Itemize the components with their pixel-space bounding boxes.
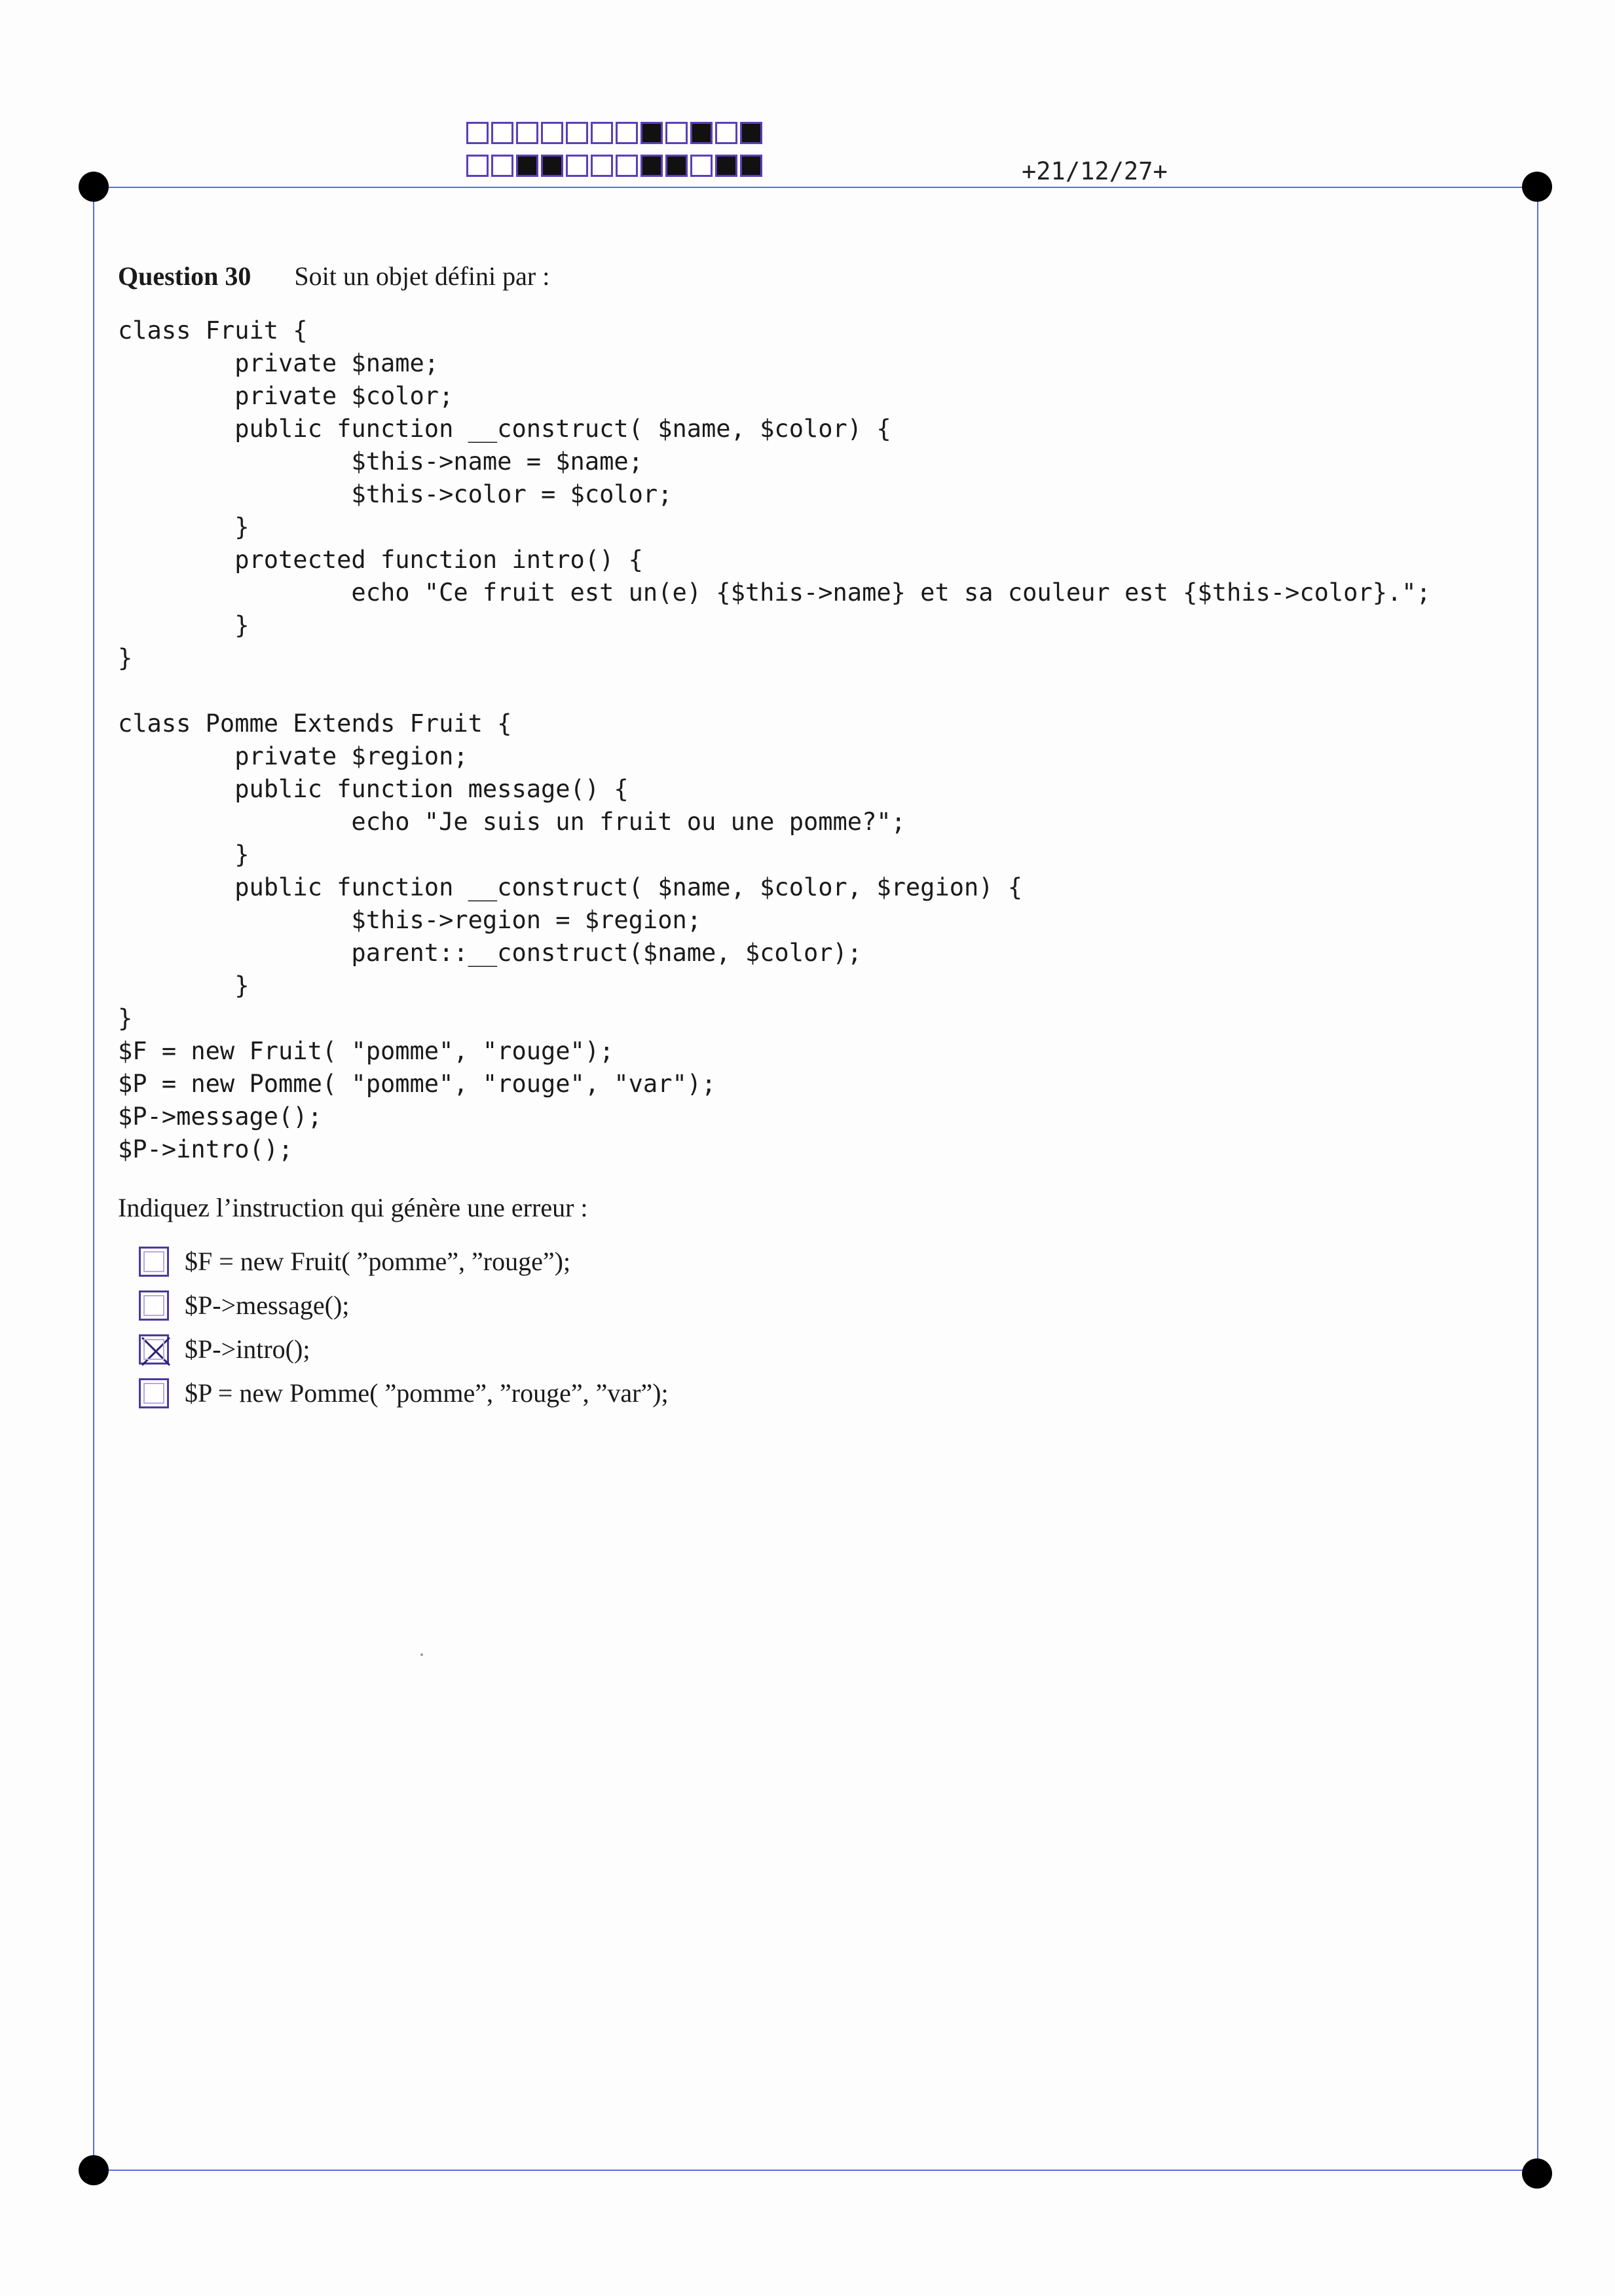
barcode-cell [466,155,489,177]
answer-options [139,1239,669,1415]
answer-option-text: $P = new Pomme( ”pomme”, ”rouge”, ”var”); [185,1378,669,1408]
code-block: class Fruit { private $name; private $color; public function __construct( $name, $color) { $this->name = $name; $this->color = $color; } protected function intro() { echo "Ce fruit est un(e) {$this->name} et sa couleur est {$this->color}."; } } class Pomme Extends Fruit { private $region; public function message() { echo "Je suis un fruit ou une pomme?"; } public function __construct( $name, $color, $region) { $this->region = $region; parent::__construct($name, $color); } } $F = new Fruit( "pomme", "rouge"); $P = new Pomme( "pomme", "rouge", "var"); $P->message(); $P->intro(); [118,316,1431,1163]
barcode-cell [616,155,638,177]
answer-option[interactable] [139,1371,669,1415]
check-mark-icon [139,1335,172,1368]
answer-option[interactable] [139,1327,669,1371]
barcode-cell [566,155,588,177]
frame-left-line [93,187,94,2171]
barcode-cell [541,155,563,177]
barcode-cell [665,155,688,177]
frame-top-line [93,187,1539,188]
barcode-cell [516,122,538,144]
corner-marker-bottom-left [79,2155,109,2185]
question-prompt: Indiquez l’instruction qui génère une erreur : [118,1193,588,1222]
barcode-cell [715,122,737,144]
barcode-cell [715,155,737,177]
barcode-cell [466,122,489,144]
barcode-cell [640,155,663,177]
barcode-cell [640,122,663,144]
barcode-cell [690,122,713,144]
barcode-cell [665,122,688,144]
barcode-cell [591,122,613,144]
barcode-cell [740,155,762,177]
answer-option-text: $F = new Fruit( ”pomme”, ”rouge”); [185,1247,571,1276]
question-intro: Soit un objet défini par : [294,261,550,291]
answer-option[interactable] [139,1283,669,1327]
barcode-cell [491,122,513,144]
corner-marker-top-left [79,172,109,202]
checkbox[interactable] [139,1378,169,1408]
barcode-cell [566,122,588,144]
barcode-cell [541,122,563,144]
checkbox[interactable] [139,1290,169,1321]
question-header [118,261,549,292]
frame-right-line [1537,187,1538,2171]
scan-speck [420,1653,423,1656]
checkbox[interactable] [139,1247,169,1277]
answer-option-text: $P->intro(); [185,1334,310,1364]
checkbox[interactable] [139,1334,169,1364]
question-label: Question 30 [118,261,251,291]
barcode-cell [690,155,713,177]
sheet-id: +21/12/27+ [1022,157,1168,185]
barcode-cell [516,155,538,177]
corner-marker-top-right [1522,172,1552,202]
answer-option-text: $P->message(); [185,1290,350,1320]
corner-marker-bottom-right [1522,2158,1552,2189]
barcode-row-bottom [466,155,765,177]
barcode-cell [591,155,613,177]
frame-bottom-line [93,2170,1539,2171]
answer-option[interactable] [139,1239,669,1283]
barcode-cell [491,155,513,177]
barcode-cell [740,122,762,144]
barcode-row-top [466,122,765,144]
barcode-cell [616,122,638,144]
